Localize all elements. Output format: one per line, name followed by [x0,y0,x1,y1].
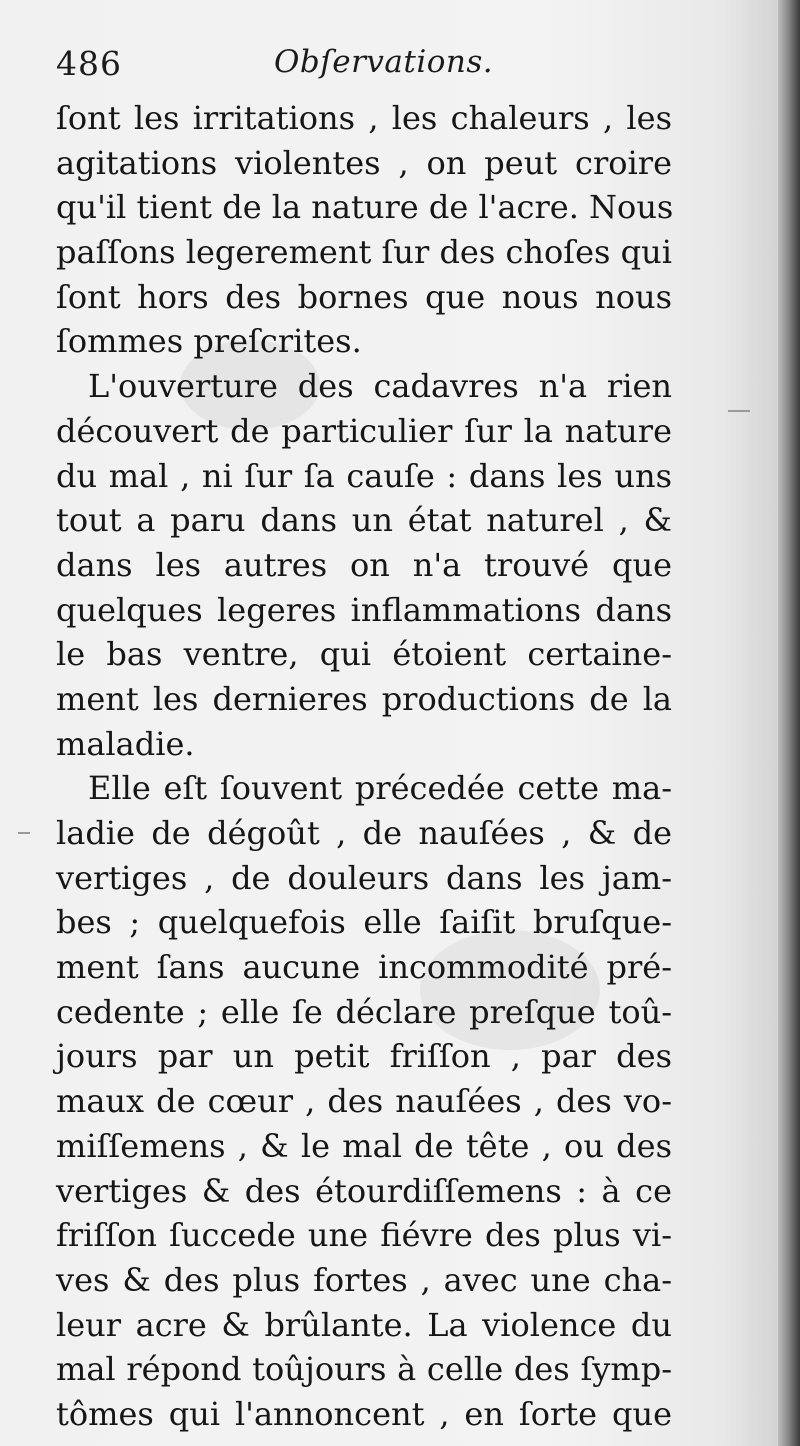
text-line: vertiges & des étourdiſſemens : à ce [56,1171,672,1210]
margin-mark [18,832,30,834]
text-line: friſſon ſuccede une fiévre des plus vi- [56,1216,672,1255]
text-line: dans les autres on n'a trouvé que [56,545,672,584]
text-line: tout a paru dans un état naturel , & [56,501,672,540]
text-line: qu'il tient de la nature de l'acre. Nous [56,188,674,227]
page-header [56,44,672,94]
running-head: Obſervations. [274,44,494,80]
text-line: ladie de dégoût , de nauſées , & de [56,814,672,852]
text-line: du mal , ni ſur ſa cauſe : dans les uns [56,456,672,495]
text-line: Elle eſt ſouvent précedée cette ma- [88,769,672,808]
text-line: mal répond toûjours à celle des ſymp- [56,1350,672,1389]
text-line: cedente ; elle ſe déclare preſque toû- [56,992,672,1031]
text-line: ſont les irritations , les chaleurs , les [56,99,672,137]
text-line: maux de cœur , des nauſées , des vo- [56,1082,672,1121]
paragraph [56,766,672,1436]
text-line: ſommes preſcrites. [56,322,362,361]
margin-mark [728,410,750,412]
text-line: paſſons legerement ſur des choſes qui [56,233,672,272]
body-text [56,96,672,1437]
text-line: quelques legeres inflammations dans [56,590,672,629]
paragraph [56,364,672,766]
text-line: vertiges , de douleurs dans les jam- [56,858,672,897]
text-line: ment ſans aucune incommodité pré- [56,948,672,987]
book-spine [778,0,800,1446]
text-line: leur acre & brûlante. La violence du [56,1305,672,1344]
text-line: découvert de particulier ſur la nature [56,411,672,450]
text-line: le bas ventre, qui étoient certaine- [56,635,672,674]
text-line: L'ouverture des cadavres n'a rien [88,367,672,406]
text-line: agitations violentes , on peut croire [56,143,672,182]
text-line: ves & des plus fortes , avec une cha- [56,1260,672,1299]
text-line: miſſemens , & le mal de tête , ou des [56,1126,672,1165]
text-line: tômes qui l'annoncent , en ſorte que [56,1394,672,1433]
text-line: jours par un petit friſſon , par des [56,1037,672,1076]
paragraph [56,96,672,364]
text-line: ſont hors des bornes que nous nous [56,277,672,316]
text-line: maladie. [56,724,195,763]
text-line: bes ; quelquefois elle ſaiſit bruſque- [56,903,672,942]
text-line: ment les dernieres productions de la [56,679,672,718]
page-number: 486 [56,44,122,83]
